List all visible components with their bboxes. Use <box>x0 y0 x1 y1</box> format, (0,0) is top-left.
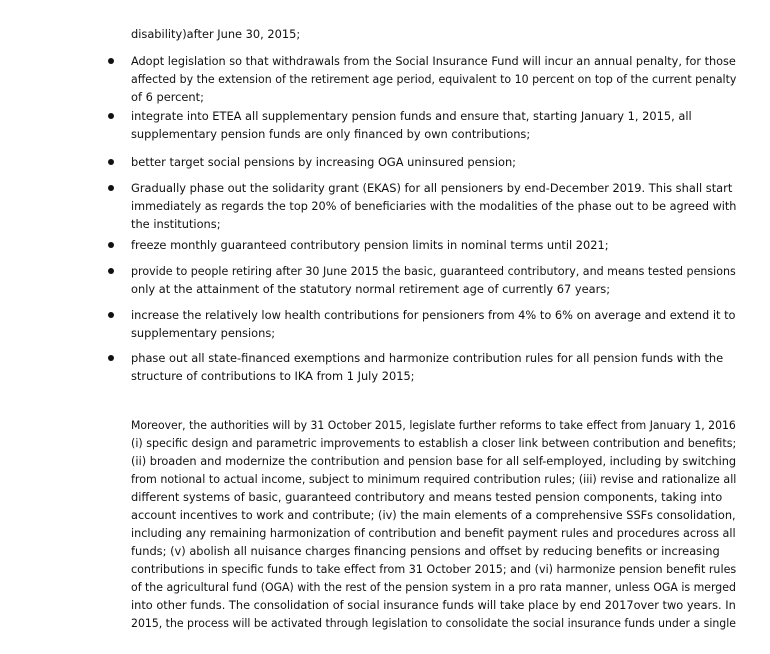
bullet-icon <box>108 355 114 361</box>
bullet-icon <box>108 58 114 64</box>
bullet-text-line: of 6 percent; <box>131 90 204 104</box>
bullet-text-line: supplementary pensions; <box>131 326 276 340</box>
bullet-icon <box>108 312 114 318</box>
paragraph-line: into other funds. The consolidation of social insurance funds will take place by end 2017over two years. In <box>131 598 736 612</box>
paragraph-line: (ii) broaden and modernize the contribution and pension base for all self-employed, including by switching <box>131 454 737 468</box>
bullet-text-line: the institutions; <box>131 217 221 231</box>
paragraph-line: account incentives to work and contribute; (iv) the main elements of a comprehensive SSFs consolidation, <box>131 508 736 522</box>
bullet-text-line: affected by the extension of the retirement age period, equivalent to 10 percent on top of the current penalty <box>131 72 737 86</box>
bullet-icon <box>108 268 114 274</box>
bullet-text-line: provide to people retiring after 30 June 2015 the basic, guaranteed contributory, and means tested pensions <box>131 264 736 278</box>
bullet-text-line: only at the attainment of the statutory normal retirement age of currently 67 years; <box>131 282 611 296</box>
bullet-icon <box>108 113 114 119</box>
paragraph-line: of the agricultural fund (OGA) with the rest of the pension system in a pro rata manner, unless OGA is merged <box>131 580 736 594</box>
bullet-text-line: structure of contributions to IKA from 1 July 2015; <box>131 369 415 383</box>
continuation-line: disability)after June 30, 2015; <box>131 27 301 41</box>
bullet-text-line: Gradually phase out the solidarity grant (EKAS) for all pensioners by end-December 2019. This shall start <box>131 181 733 195</box>
bullet-icon <box>108 185 114 191</box>
paragraph-line: different systems of basic, guaranteed contributory and means tested pension components, taking into <box>131 490 723 504</box>
bullet-text-line: increase the relatively low health contributions for pensioners from 4% to 6% on average and extend it to <box>131 308 736 322</box>
bullet-text-line: integrate into ETEA all supplementary pension funds and ensure that, starting January 1, 2015, all <box>131 109 692 123</box>
paragraph-line: (i) specific design and parametric improvements to establish a closer link between contribution and benefits; <box>131 436 737 450</box>
paragraph-line: funds; (v) abolish all nuisance charges financing pensions and offset by reducing benefits or increasing <box>131 544 720 558</box>
paragraph-line: from notional to actual income, subject to minimum required contribution rules; (iii) revise and rationalize all <box>131 472 737 486</box>
bullet-text-line: supplementary pension funds are only financed by own contributions; <box>131 127 531 141</box>
paragraph-line: contributions in specific funds to take effect from 31 October 2015; and (vi) harmonize pension benefit rules <box>131 562 737 576</box>
bullet-icon <box>108 242 114 248</box>
bullet-text-line: phase out all state-financed exemptions and harmonize contribution rules for all pension funds with the <box>131 351 724 365</box>
paragraph-line: 2015, the process will be activated through legislation to consolidate the social insurance funds under a single <box>131 616 736 630</box>
paragraph-line: including any remaining harmonization of contribution and benefit payment rules and procedures across all <box>131 526 736 540</box>
bullet-text-line: Adopt legislation so that withdrawals from the Social Insurance Fund will incur an annual penalty, for those <box>131 54 736 68</box>
bullet-text-line: freeze monthly guaranteed contributory pension limits in nominal terms until 2021; <box>131 238 609 252</box>
bullet-icon <box>108 159 114 165</box>
bullet-text-line: better target social pensions by increasing OGA uninsured pension; <box>131 155 517 169</box>
paragraph-line: Moreover, the authorities will by 31 October 2015, legislate further reforms to take effect from January 1, 2016 <box>131 418 736 432</box>
bullet-text-line: immediately as regards the top 20% of beneficiaries with the modalities of the phase out to be agreed with <box>131 199 737 213</box>
